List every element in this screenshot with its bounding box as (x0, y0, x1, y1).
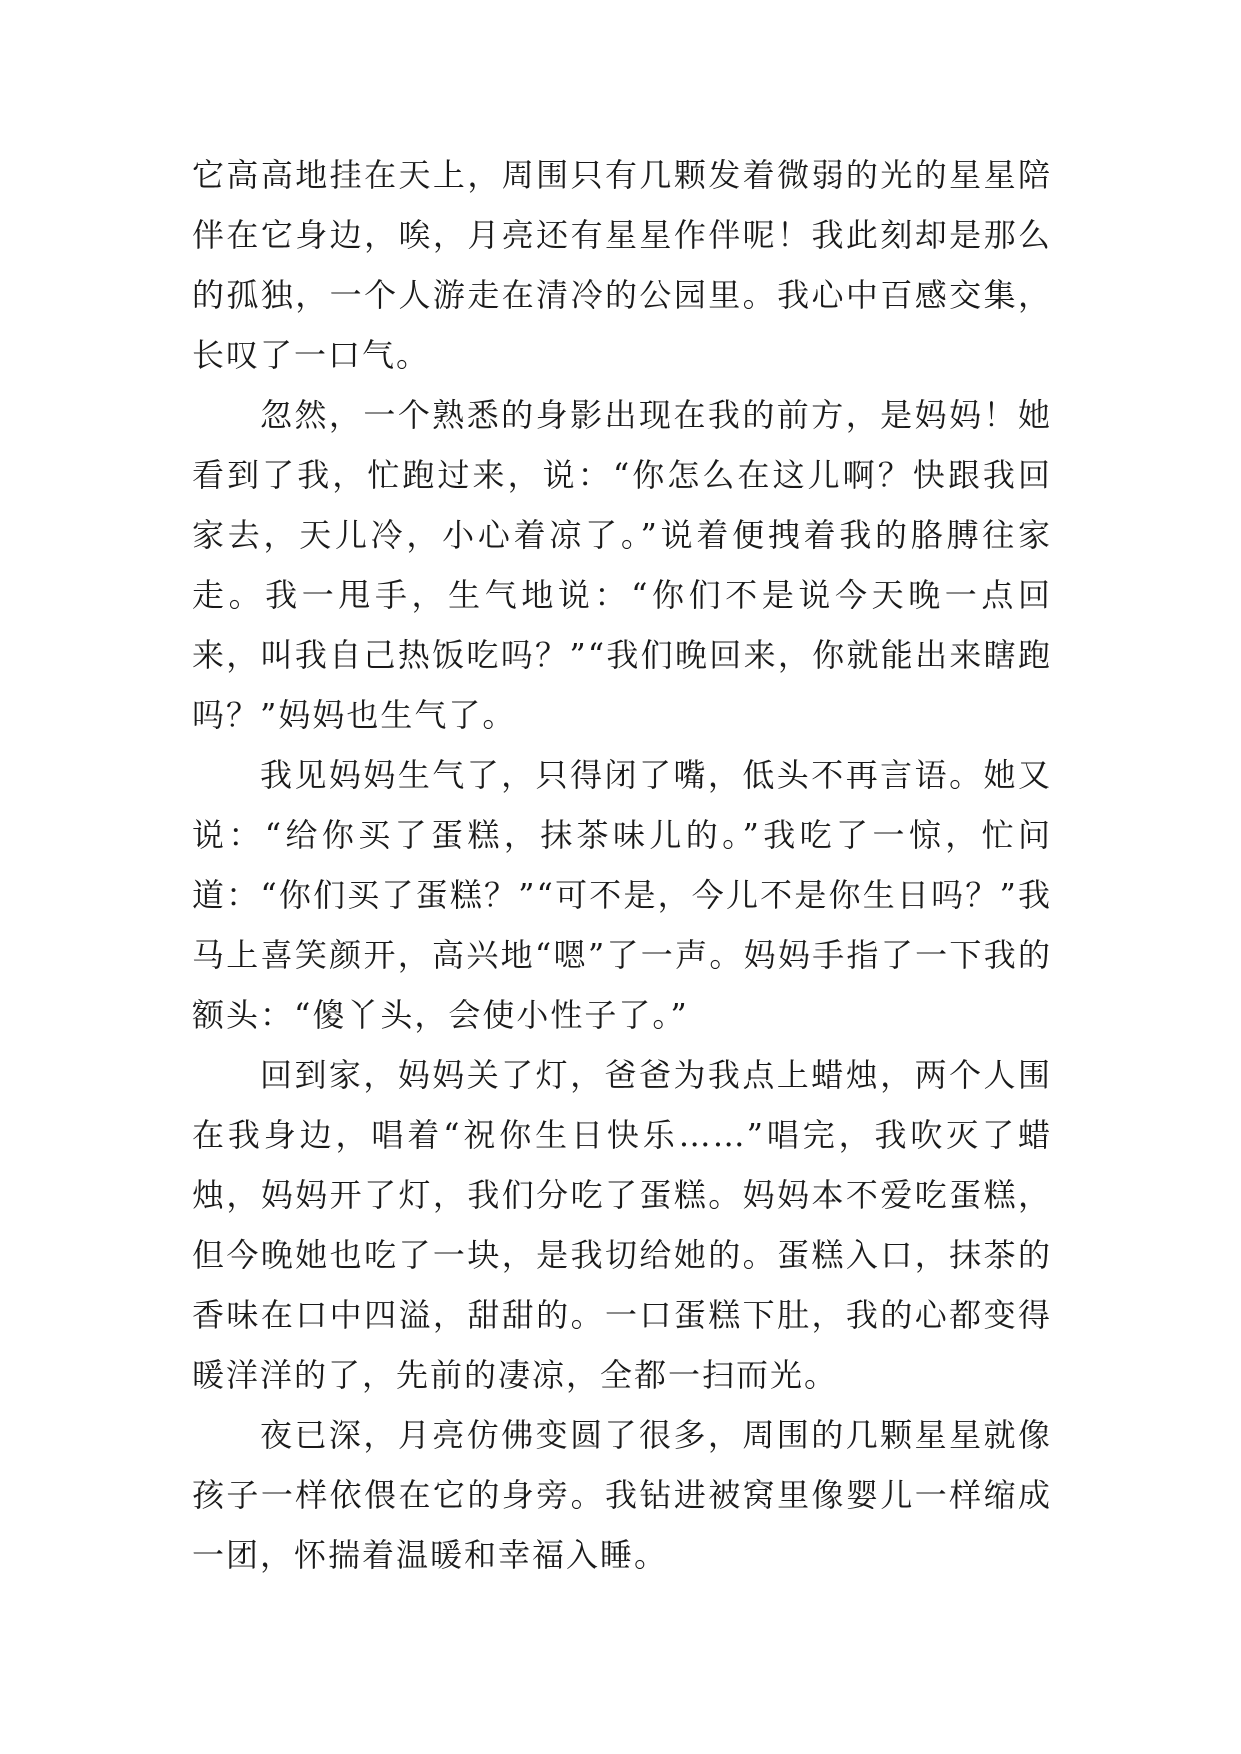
paragraph-3: 我见妈妈生气了，只得闭了嘴，低头不再言语。她又说：“给你买了蛋糕，抹茶味儿的。”我吃了一惊，忙问道：“你们买了蛋糕？”“可不是，今儿不是你生日吗？”我马上喜笑颜开，高兴地“嗯”了一声。妈妈手指了一下我的额头：“傻丫头，会使小性子了。” (192, 756, 1052, 1034)
document-page (192, 145, 1052, 1585)
paragraph-1: 它高高地挂在天上，周围只有几颗发着微弱的光的星星陪伴在它身边，唉，月亮还有星星作伴呢！我此刻却是那么的孤独，一个人游走在清冷的公园里。我心中百感交集，长叹了一口气。 (192, 156, 1052, 374)
paragraph-4: 回到家，妈妈关了灯，爸爸为我点上蜡烛，两个人围在我身边，唱着“祝你生日快乐……”唱完，我吹灭了蜡烛，妈妈开了灯，我们分吃了蛋糕。妈妈本不爱吃蛋糕，但今晚她也吃了一块，是我切给她的。蛋糕入口，抹茶的香味在口中四溢，甜甜的。一口蛋糕下肚，我的心都变得暖洋洋的了，先前的凄凉，全都一扫而光。 (192, 1056, 1052, 1394)
paragraph-2: 忽然，一个熟悉的身影出现在我的前方，是妈妈！她看到了我，忙跑过来，说：“你怎么在这儿啊？快跟我回家去，天儿冷，小心着凉了。”说着便拽着我的胳膊往家走。我一甩手，生气地说：“你们不是说今天晚一点回来，叫我自己热饭吃吗？”“我们晚回来，你就能出来瞎跑吗？”妈妈也生气了。 (192, 396, 1052, 734)
paragraph-5: 夜已深，月亮仿佛变圆了很多，周围的几颗星星就像孩子一样依偎在它的身旁。我钻进被窝里像婴儿一样缩成一团，怀揣着温暖和幸福入睡。 (192, 1416, 1052, 1574)
